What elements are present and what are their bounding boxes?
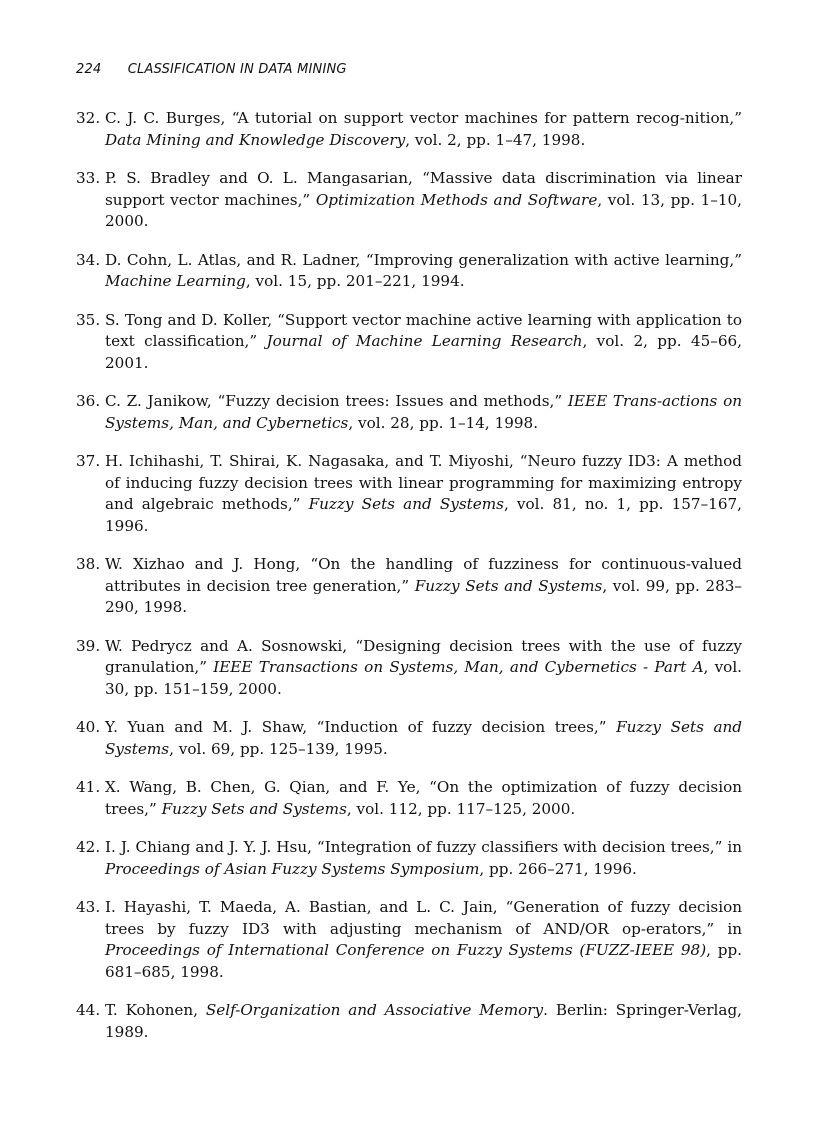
reference-venue: Fuzzy Sets and Systems — [105, 718, 743, 758]
running-header — [76, 62, 347, 77]
reference-number: 40. — [76, 718, 101, 736]
reference-authors-title: T. Kohonen, — [105, 1001, 206, 1019]
reference-number: 34. — [76, 250, 101, 269]
reference-authors-title: H. Ichihashi, T. Shirai, K. Nagasaka, and T. Miyoshi, “Neuro fuzzy ID3: A method of inducing fuzzy decision trees with linear programming for maximizing entropy and algebraic methods,” — [105, 452, 742, 513]
reference-number: 42. — [76, 838, 101, 856]
reference-authors-title: D. Cohn, L. Atlas, and R. Ladner, “Improving generalization with active learning,” — [105, 250, 742, 269]
reference-authors-title: W. Pedrycz and A. Sosnowski, “Designing decision trees with the use of fuzzy granulation,” — [105, 636, 742, 676]
reference-item — [76, 250, 742, 293]
reference-number: 44. — [76, 1001, 101, 1019]
reference-authors-title: P. S. Bradley and O. L. Mangasarian, “Massive data discrimination via linear support vector machines,” — [105, 169, 742, 209]
reference-venue: Machine Learning — [105, 272, 246, 290]
reference-venue: Self-Organization and Associative Memory — [205, 1001, 544, 1019]
reference-venue: Fuzzy Sets and Systems — [161, 799, 347, 818]
reference-details: , pp. 681–685, 1998. — [105, 941, 742, 981]
reference-venue: IEEE Trans-actions on Systems, Man, and Cybernetics — [105, 392, 743, 432]
reference-number: 36. — [76, 392, 101, 410]
reference-authors-title: I. Hayashi, T. Maeda, A. Bastian, and L. C. Jain, “Generation of fuzzy decision trees by fuzzy ID3 with adjusting mechanism of AND/OR op-erators,” in — [105, 898, 742, 938]
reference-details: , vol. 15, pp. 201–221, 1994. — [245, 272, 465, 290]
reference-authors-title: W. Xizhao and J. Hong, “On the handling of fuzziness for continuous-valued attributes in decision tree generation,” — [105, 555, 742, 595]
reference-details: , vol. 28, pp. 1–14, 1998. — [348, 413, 539, 432]
reference-number: 33. — [76, 169, 101, 187]
reference-item — [76, 717, 742, 760]
reference-item — [76, 391, 742, 434]
reference-authors-title: X. Wang, B. Chen, G. Qian, and F. Ye, “On the optimization of fuzzy decision trees,” — [105, 778, 742, 818]
reference-venue: Optimization Methods and Software — [315, 190, 598, 209]
reference-item — [76, 451, 742, 537]
reference-details: , vol. 69, pp. 125–139, 1995. — [169, 739, 388, 758]
reference-item — [76, 837, 742, 880]
reference-venue: IEEE Transactions on Systems, Man, and Cybernetics - Part A — [213, 658, 704, 676]
reference-number: 43. — [76, 898, 101, 916]
reference-number: 41. — [76, 778, 101, 796]
reference-list — [76, 108, 742, 1060]
reference-details: , vol. 81, no. 1, pp. 157–167, 1996. — [105, 495, 742, 535]
reference-details: , vol. 112, pp. 117–125, 2000. — [346, 799, 576, 818]
reference-item — [76, 554, 742, 619]
reference-number: 38. — [76, 555, 101, 573]
reference-venue: Journal of Machine Learning Research — [266, 332, 583, 350]
reference-details: , vol. 2, pp. 45–66, 2001. — [105, 332, 742, 372]
running-title: CLASSIFICATION IN DATA MINING — [127, 62, 347, 77]
reference-item — [76, 108, 742, 151]
reference-venue: Proceedings of Asian Fuzzy Systems Symposium — [105, 859, 480, 878]
reference-item — [76, 897, 742, 983]
reference-authors-title: Y. Yuan and M. J. Shaw, “Induction of fuzzy decision trees,” — [105, 718, 617, 736]
reference-details: . Berlin: Springer-Verlag, 1989. — [105, 1001, 743, 1041]
reference-number: 32. — [76, 109, 101, 127]
reference-venue: Data Mining and Knowledge Discovery — [105, 130, 406, 149]
reference-venue: Fuzzy Sets and Systems — [308, 495, 504, 513]
reference-authors-title: C. J. C. Burges, “A tutorial on support vector machines for pattern recog-nition,” — [105, 109, 742, 127]
reference-details: , vol. 13, pp. 1–10, 2000. — [105, 190, 742, 230]
reference-number: 35. — [76, 310, 101, 329]
reference-authors-title: C. Z. Janikow, “Fuzzy decision trees: Issues and methods,” — [105, 392, 568, 410]
reference-details: , pp. 266–271, 1996. — [479, 859, 637, 878]
reference-venue: Proceedings of International Conference on Fuzzy Systems (FUZZ-IEEE 98) — [105, 941, 707, 959]
reference-item — [76, 777, 742, 820]
reference-venue: Fuzzy Sets and Systems — [414, 576, 603, 595]
reference-authors-title: S. Tong and D. Koller, “Support vector machine active learning with application to text classification,” — [105, 310, 742, 350]
reference-number: 39. — [76, 636, 101, 655]
reference-authors-title: I. J. Chiang and J. Y. J. Hsu, “Integration of fuzzy classifiers with decision trees,” in — [105, 838, 742, 856]
reference-item — [76, 310, 742, 375]
reference-details: , vol. 30, pp. 151–159, 2000. — [105, 658, 743, 698]
page-number: 224 — [76, 62, 102, 77]
reference-item — [76, 636, 742, 701]
reference-number: 37. — [76, 452, 101, 470]
reference-item — [76, 1000, 742, 1043]
reference-details: , vol. 2, pp. 1–47, 1998. — [405, 130, 586, 149]
reference-details: , vol. 99, pp. 283–290, 1998. — [105, 576, 742, 616]
reference-item — [76, 168, 742, 233]
